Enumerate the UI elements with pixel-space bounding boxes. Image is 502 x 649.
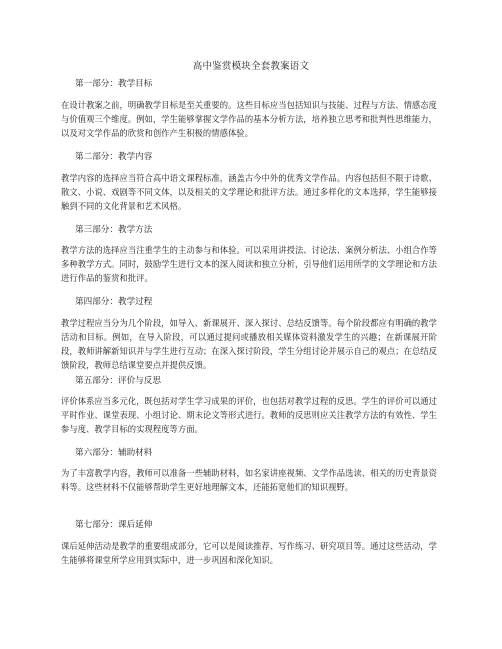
section-heading-2: 第二部分：教学内容	[75, 152, 153, 162]
section-heading-7: 第七部分：课后延伸	[75, 520, 153, 530]
section-heading-6: 第六部分：辅助材料	[75, 448, 153, 458]
section-body-3: 教学方法的选择应当注重学生的主动参与和体验。可以采用讲授法、讨论法、案例分析法、小组合作等多种教学方式。同时，鼓励学生进行文本的深入阅读和独立分析，引导他们运用所学的文学理论和方法进行作品的鉴赏和批评。	[61, 245, 437, 283]
section-heading-4: 第四部分：教学过程	[75, 297, 153, 307]
section-heading-1: 第一部分：教学目标	[75, 79, 153, 89]
section-body-4: 教学过程应当分为几个阶段，如导入、新课展开、深入探讨、总结反馈等。每个阶段都应有明确的教学活动和目标。例如，在导入阶段，可以通过提问或播放相关媒体资料激发学生的兴趣；在新课展开阶段，教师讲解新知识并与学生进行互动；在深入探讨阶段，学生分组讨论并展示自己的观点；在总结反馈阶段，教师总结课堂要点并提供反馈。	[61, 318, 437, 370]
section-heading-3: 第三部分：教学方法	[75, 225, 153, 235]
section-body-2: 教学内容的选择应当符合高中语文课程标准，涵盖古今中外的优秀文学作品。内容包括但不限于诗歌、散文、小说、戏剧等不同文体，以及相关的文学理论和批评方法。通过多样化的文本选择，学生能够接触到不同的文化背景和艺术风格。	[61, 173, 437, 211]
section-heading-5: 第五部分：评价与反思	[75, 376, 161, 386]
section-body-7: 课后延伸活动是教学的重要组成部分，它可以是阅读推荐、写作练习、研究项目等。通过这些活动，学生能够将课堂所学应用到实际中，进一步巩固和深化知识。	[61, 541, 437, 565]
section-body-5: 评价体系应当多元化，既包括对学生学习成果的评价，也包括对教学过程的反思。学生的评价可以通过平时作业、课堂表现、小组讨论、期末论文等形式进行。教师的反思则应关注教学方法的有效性、学生参与度、教学目标的实现程度等方面。	[61, 396, 437, 434]
section-body-1: 在设计教案之前，明确教学目标是至关重要的。这些目标应当包括知识与技能、过程与方法、情感态度与价值观三个维度。例如，学生能够掌握文学作品的基本分析方法，培养独立思考和批判性思维能力，以及对文学作品的欣赏和创作产生积极的情感体验。	[61, 100, 437, 138]
document-title: 高中鉴赏模块全套教案语文	[192, 61, 310, 72]
section-body-6: 为了丰富教学内容，教师可以准备一些辅助材料，如名家讲座视频、文学作品选读、相关的历史背景资料等。这些材料不仅能够帮助学生更好地理解文本，还能拓宽他们的知识视野。	[61, 468, 437, 492]
